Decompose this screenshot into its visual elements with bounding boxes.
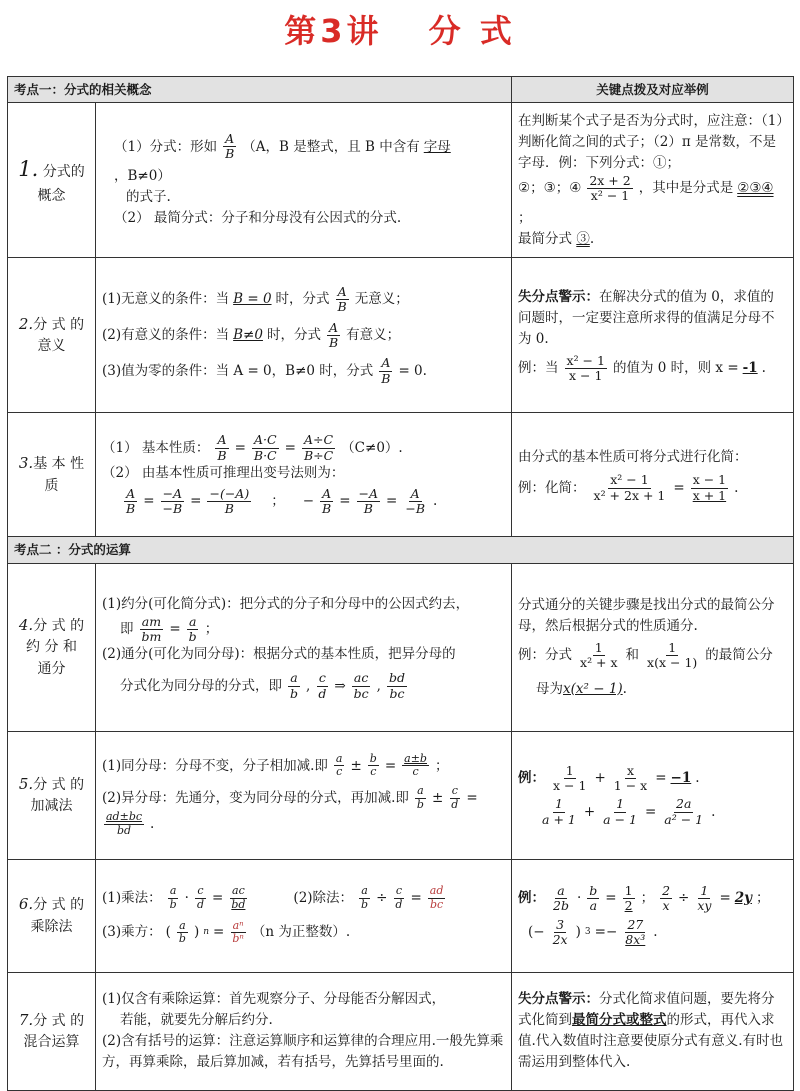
category-cell: 5.分 式 的 加减法 [8,731,96,859]
keypoint-header: 关键点拨及对应举例 [512,77,794,103]
section2-title: 考点二 ：分式的运算 [8,537,794,563]
content-cell: （1）分式：形如 $\frac{A}{B}$ （A，B 是整式，且 B 中含有 字母 ，B≠0） 的式子. （2） 最简分式：分子和分母没有公因式的分式. [96,103,512,258]
fraction: $\frac{A}{B}$ [381,355,391,386]
content-cell: (1)无意义的条件：当 B = 0 时，分式 $\frac{A}{B}$ 无意义； (2)有意义的条件：当 B≠0 时，分式 $\frac{A}{B}$ 有意义； (3)值为零的条件：当 A = 0，B≠0 时，分式 $\frac{A}{B}$ = 0. [96,258,512,413]
content-cell: (1)仅含有乘除运算：首先观察分子、分母能否分解因式， 若能，就要先分解后约分. (2)含有括号的运算：注意运算顺序和运算律的合理应用.一般先算乘方，再算乘除，最后算加减，若有括号，先算括号里面的. [96,972,512,1090]
category-cell: 3.基 本 性 质 [8,413,96,537]
content-cell: (1)同分母：分母不变，分子相加减.即 $\frac{a}{c}$ ± $\frac{b}{c}$ = $\frac{a\pm b}{c}$ ； (2)异分母：先通分，变为同分母的分式，再加减.即 $\frac{a}{b}$ ± $\frac{c}{d}$ = $\frac{ad\pm bc}{bd}$ . [96,731,512,859]
content-cell: (1)乘法： $\frac{a}{b}$ · $\frac{c}{d}$ = $\frac{ac}{bd}$ (2)除法： $\frac{a}{b}$ ÷ $\frac{c}{d}$ = $\frac{ad}{bc}$ (3)乘方： ( $\frac{a}{b}$ ) n = $\frac{\text{aⁿ}}{\text{bⁿ}}$ （n 为正整数）. [96,859,512,972]
fraction: $\frac{A}{B}$ [328,319,339,350]
example-cell: 在判断某个式子是否为分式时，应注意：（1）判断化简之间的式子；（2）π 是常数，不是字母．例：下列分式：①； ②；③；④ $\frac{2x + 2}{\text{x² − 1}}$ ，其中是分式是 ②③④ ； 最简分式 ③. [512,103,794,258]
table-row [8,859,794,972]
fraction: $\frac{\text{x² − 1}}{x - 1}$ [566,352,605,384]
table-row [8,103,794,258]
content-cell: (1)约分(可化简分式)：把分式的分子和分母中的公因式约去， 即 $\frac{am}{bm}$ = $\frac{a}{b}$ ； (2)通分(可化为同分母)：根据分式的基本性质，把异分母的 分式化为同分母的分式，即 $\frac{a}{b}$ , $\frac{c}{d}$ ⇒ $\frac{ac}{bc}$ , $\frac{bd}{bc}$ [96,563,512,731]
category-cell: 6.分 式 的 乘除法 [8,859,96,972]
category-cell: 7.分 式 的 混合运算 [8,972,96,1090]
section-header-1 [8,77,794,103]
content-cell: （1） 基本性质： $\frac{A}{B}$ = $\frac{A\cdot C}{B\cdot C}$ = $\frac{A\div C}{B\div C}$ （C≠0）. （2） 由基本性质可推理出变号法则为： $\frac{A}{B}$ = $\frac{-A}{-B}$ = $\frac{-(-A)}{B}$ ； − $\frac{A}{B}$ = $\frac{-A}{B}$ = $\frac{A}{-B}$ . [96,413,512,537]
title-topic: 分 式 [428,12,516,50]
example-cell: 由分式的基本性质可将分式进行化简： 例：化简： $\frac{\text{x² − 1}}{\text{x² + 2x + 1}}$ = $\frac{x - 1}{x + 1}$ . [512,413,794,537]
example-cell: 分式通分的关键步骤是找出分式的最简公分母，然后根据分式的性质通分. 例：分式 $\frac{1}{\text{x² + x}}$ 和 $\frac{1}{x(x - 1)}$ 的最简公分 母为x(x² − 1). [512,563,794,731]
warning-label: 失分点警示： [518,289,600,306]
fraction: $\frac{2x + 2}{\text{x² − 1}}$ [589,172,631,204]
table-row [8,563,794,731]
section-header-2 [8,537,794,563]
page-title [0,0,800,62]
example-cell: 例： $\frac{1}{x - 1}$ + $\frac{x}{1 - x}$ = −1 . $\frac{1}{a + 1}$ + $\frac{1}{a - 1}$ = $\frac{2a}{\text{a² − 1}}$ . [512,731,794,859]
section1-title: 考点一：分式的相关概念 [8,77,512,103]
category-cell: 2.分 式 的 意义 [8,258,96,413]
example-cell: 失分点警示：在解决分式的值为 0，求值的问题时，一定要注意所求得的值满足分母不为 0. 例：当 $\frac{\text{x² − 1}}{x - 1}$ 的值为 0 时，则 x = -1 . [512,258,794,413]
category-cell: 1. 分式的 概念 [8,103,96,258]
example-cell: 失分点警示：分式化简求值问题，要先将分式化简到最简分式或整式的形式，再代入求值.代入数值时注意要使原分式有意义.有时也需运用到整体代入. [512,972,794,1090]
table-row [8,731,794,859]
warning-label: 失分点警示： [518,991,600,1008]
fraction: $\frac{A}{B}$ [337,283,347,315]
example-cell: 例： $\frac{a}{2b}$ · $\frac{b}{a}$ = $\frac{1}{2}$ ； $\frac{2}{x}$ ÷ $\frac{1}{xy}$ = 2y ； (− $\frac{3}{2x}$ ) 3 =− $\frac{27}{\text{8x³}}$ . [512,859,794,972]
table-row [8,972,794,1090]
category-cell: 4.分 式 的 约 分 和 通分 [8,563,96,731]
table-row [8,413,794,537]
fraction: $\frac{A}{B}$ [225,131,235,162]
table-row [8,258,794,413]
summary-table [7,76,794,1091]
title-lecture: 第3讲 [284,12,383,50]
